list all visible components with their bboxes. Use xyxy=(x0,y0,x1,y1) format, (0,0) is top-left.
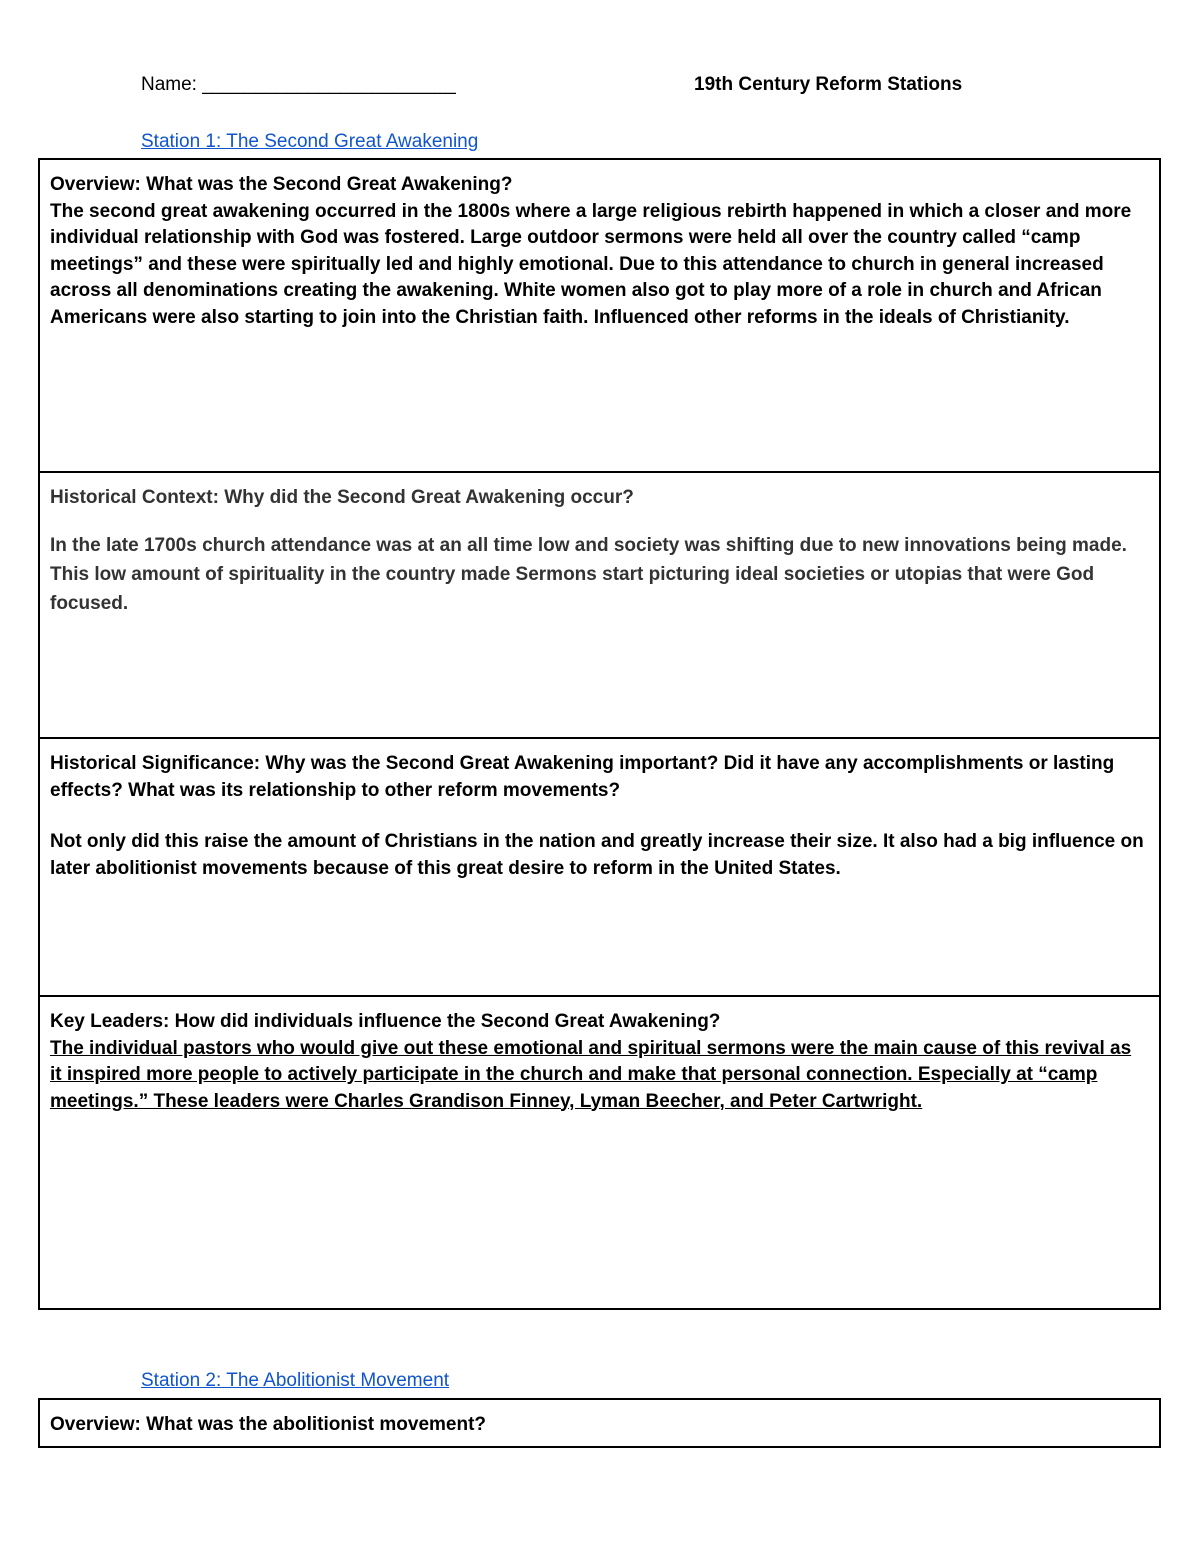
historical-context-question: Historical Context: Why did the Second Great Awakening occur? xyxy=(50,487,634,508)
station-2-link[interactable]: Station 2: The Abolitionist Movement xyxy=(141,1370,450,1391)
key-leaders-answer: The individual pastors who would give out these emotional and spiritual sermons were the main cause of this revival as it inspired more people to actively participate in the church and make that personal connection. Especially at “camp meetings.” These leaders were Charles Grandison Finney, Lyman Beecher, and Peter Cartwright. xyxy=(50,1037,1132,1112)
historical-context-cell[interactable] xyxy=(40,473,1159,737)
key-leaders-cell[interactable] xyxy=(40,997,1159,1308)
key-leaders-question: Key Leaders: How did individuals influence the Second Great Awakening? xyxy=(50,1011,721,1032)
station-2-overview-question: Overview: What was the abolitionist movement? xyxy=(50,1414,487,1435)
historical-context-answer: In the late 1700s church attendance was at an all time low and society was shifting due to new innovations being made. This low amount of spirituality in the country made Sermons start picturing ideal societies or utopias that were God focused. xyxy=(50,534,1127,614)
overview-cell[interactable] xyxy=(40,160,1159,472)
station-2-table xyxy=(38,1398,1161,1448)
overview-question: Overview: What was the Second Great Awakening? xyxy=(50,174,513,195)
document-title: 19th Century Reform Stations xyxy=(694,74,963,95)
name-field-label: Name: ________________________ xyxy=(141,74,456,95)
historical-significance-question: Historical Significance: Why was the Second Great Awakening important? Did it have any accomplishments or lasting effects? What was its relationship to other reform movements? xyxy=(50,753,1115,801)
historical-significance-answer: Not only did this raise the amount of Christians in the nation and greatly increase their size. It also had a big influence on later abolitionist movements because of this great desire to reform in the United States. xyxy=(50,831,1144,879)
overview-answer: The second great awakening occurred in the 1800s where a large religious rebirth happened in which a closer and more individual relationship with God was fostered. Large outdoor sermons were held all over the country called “camp meetings” and these were spiritually led and highly emotional. Due to this attendance to church in general increased across all denominations creating the awakening. White women also got to play more of a role in church and African Americans were also starting to join into the Christian faith. Influenced other reforms in the ideals of Christianity. xyxy=(50,200,1132,328)
station-1-table xyxy=(38,158,1161,1310)
station-2-overview-cell[interactable] xyxy=(40,1400,1159,1439)
station-1-link[interactable]: Station 1: The Second Great Awakening xyxy=(141,131,479,152)
historical-significance-cell[interactable] xyxy=(40,739,1159,995)
